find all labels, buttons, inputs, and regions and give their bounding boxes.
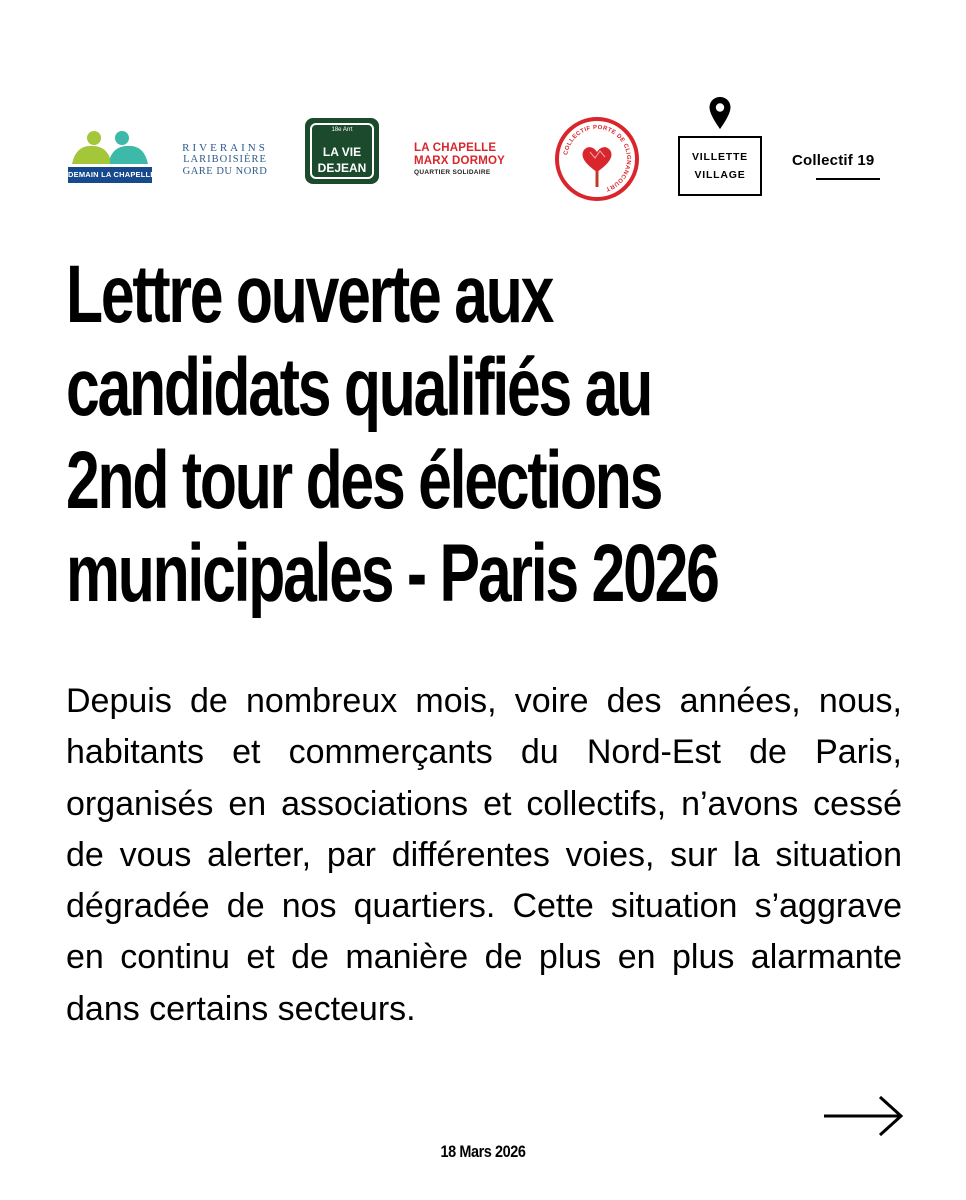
- collectif-19-underline: [816, 178, 880, 180]
- demain-la-chapelle-logo: [66, 130, 154, 186]
- villette-line2: VILLAGE: [694, 169, 746, 181]
- arrondissement-label: 18e Arrt: [331, 127, 353, 133]
- title-line-1: Lettre ouverte aux: [66, 249, 553, 340]
- villette-village-box: [678, 136, 762, 196]
- riverains-line3: GARE DU NORD: [182, 166, 268, 177]
- title-line-4: municipales - Paris 2026: [66, 528, 718, 619]
- villette-line1: VILLETTE: [692, 151, 748, 163]
- title-line-2: candidats qualifiés au: [66, 342, 652, 433]
- riverains-line2: LARIBOISIÈRE: [183, 154, 267, 165]
- demain-la-chapelle-text: DEMAIN LA CHAPELLE: [68, 170, 156, 179]
- la-vie-dejean-logo: [305, 118, 379, 184]
- marx-dormoy-line3: QUARTIER SOLIDAIRE: [414, 169, 491, 176]
- la-chapelle-marx-dormoy-logo: [414, 142, 524, 182]
- map-pin-icon: [708, 96, 732, 130]
- people-icon: [66, 130, 154, 164]
- villette-village-logo: [678, 96, 764, 196]
- body-paragraph: Depuis de nombreux mois, voire des années, nous, habitants et commerçants du Nord-Est de Paris, organisés en associations et collectifs, n’avons cessé de vous alerter, par différentes voies, sur la situation dégradée de nos quartiers. Cette situation s’aggrave en continu et de manière de plus en plus alarmante dans certains secteurs.: [66, 682, 902, 1028]
- marx-dormoy-line2: MARX DORMOY: [414, 155, 506, 167]
- page-title: [66, 248, 718, 620]
- publication-date: 18 Mars 2026: [440, 1142, 526, 1161]
- la-vie-dejean-line2: DEJEAN: [317, 161, 367, 175]
- la-vie-dejean-line1: LA VIE: [322, 145, 362, 159]
- arrow-right-icon[interactable]: [822, 1094, 904, 1138]
- demain-la-chapelle-banner: [68, 167, 156, 183]
- logo-strip: [0, 96, 966, 216]
- street-sign-frame: [310, 123, 374, 179]
- collectif-porte-clignancourt-logo: [554, 116, 640, 202]
- marx-dormoy-line1: LA CHAPELLE: [414, 142, 497, 154]
- svg-text:COLLECTIF PORTE DE CLIGNANCOUR: COLLECTIF PORTE DE CLIGNANCOURT: [563, 124, 632, 192]
- riverains-logo: [180, 142, 270, 182]
- title-line-3: 2nd tour des élections: [66, 435, 662, 526]
- riverains-line1: RIVERAINS: [182, 142, 268, 154]
- collectif-19-text: Collectif 19: [792, 152, 875, 169]
- heart-lollipop-icon: [554, 116, 640, 202]
- collectif-19-logo: [792, 152, 888, 182]
